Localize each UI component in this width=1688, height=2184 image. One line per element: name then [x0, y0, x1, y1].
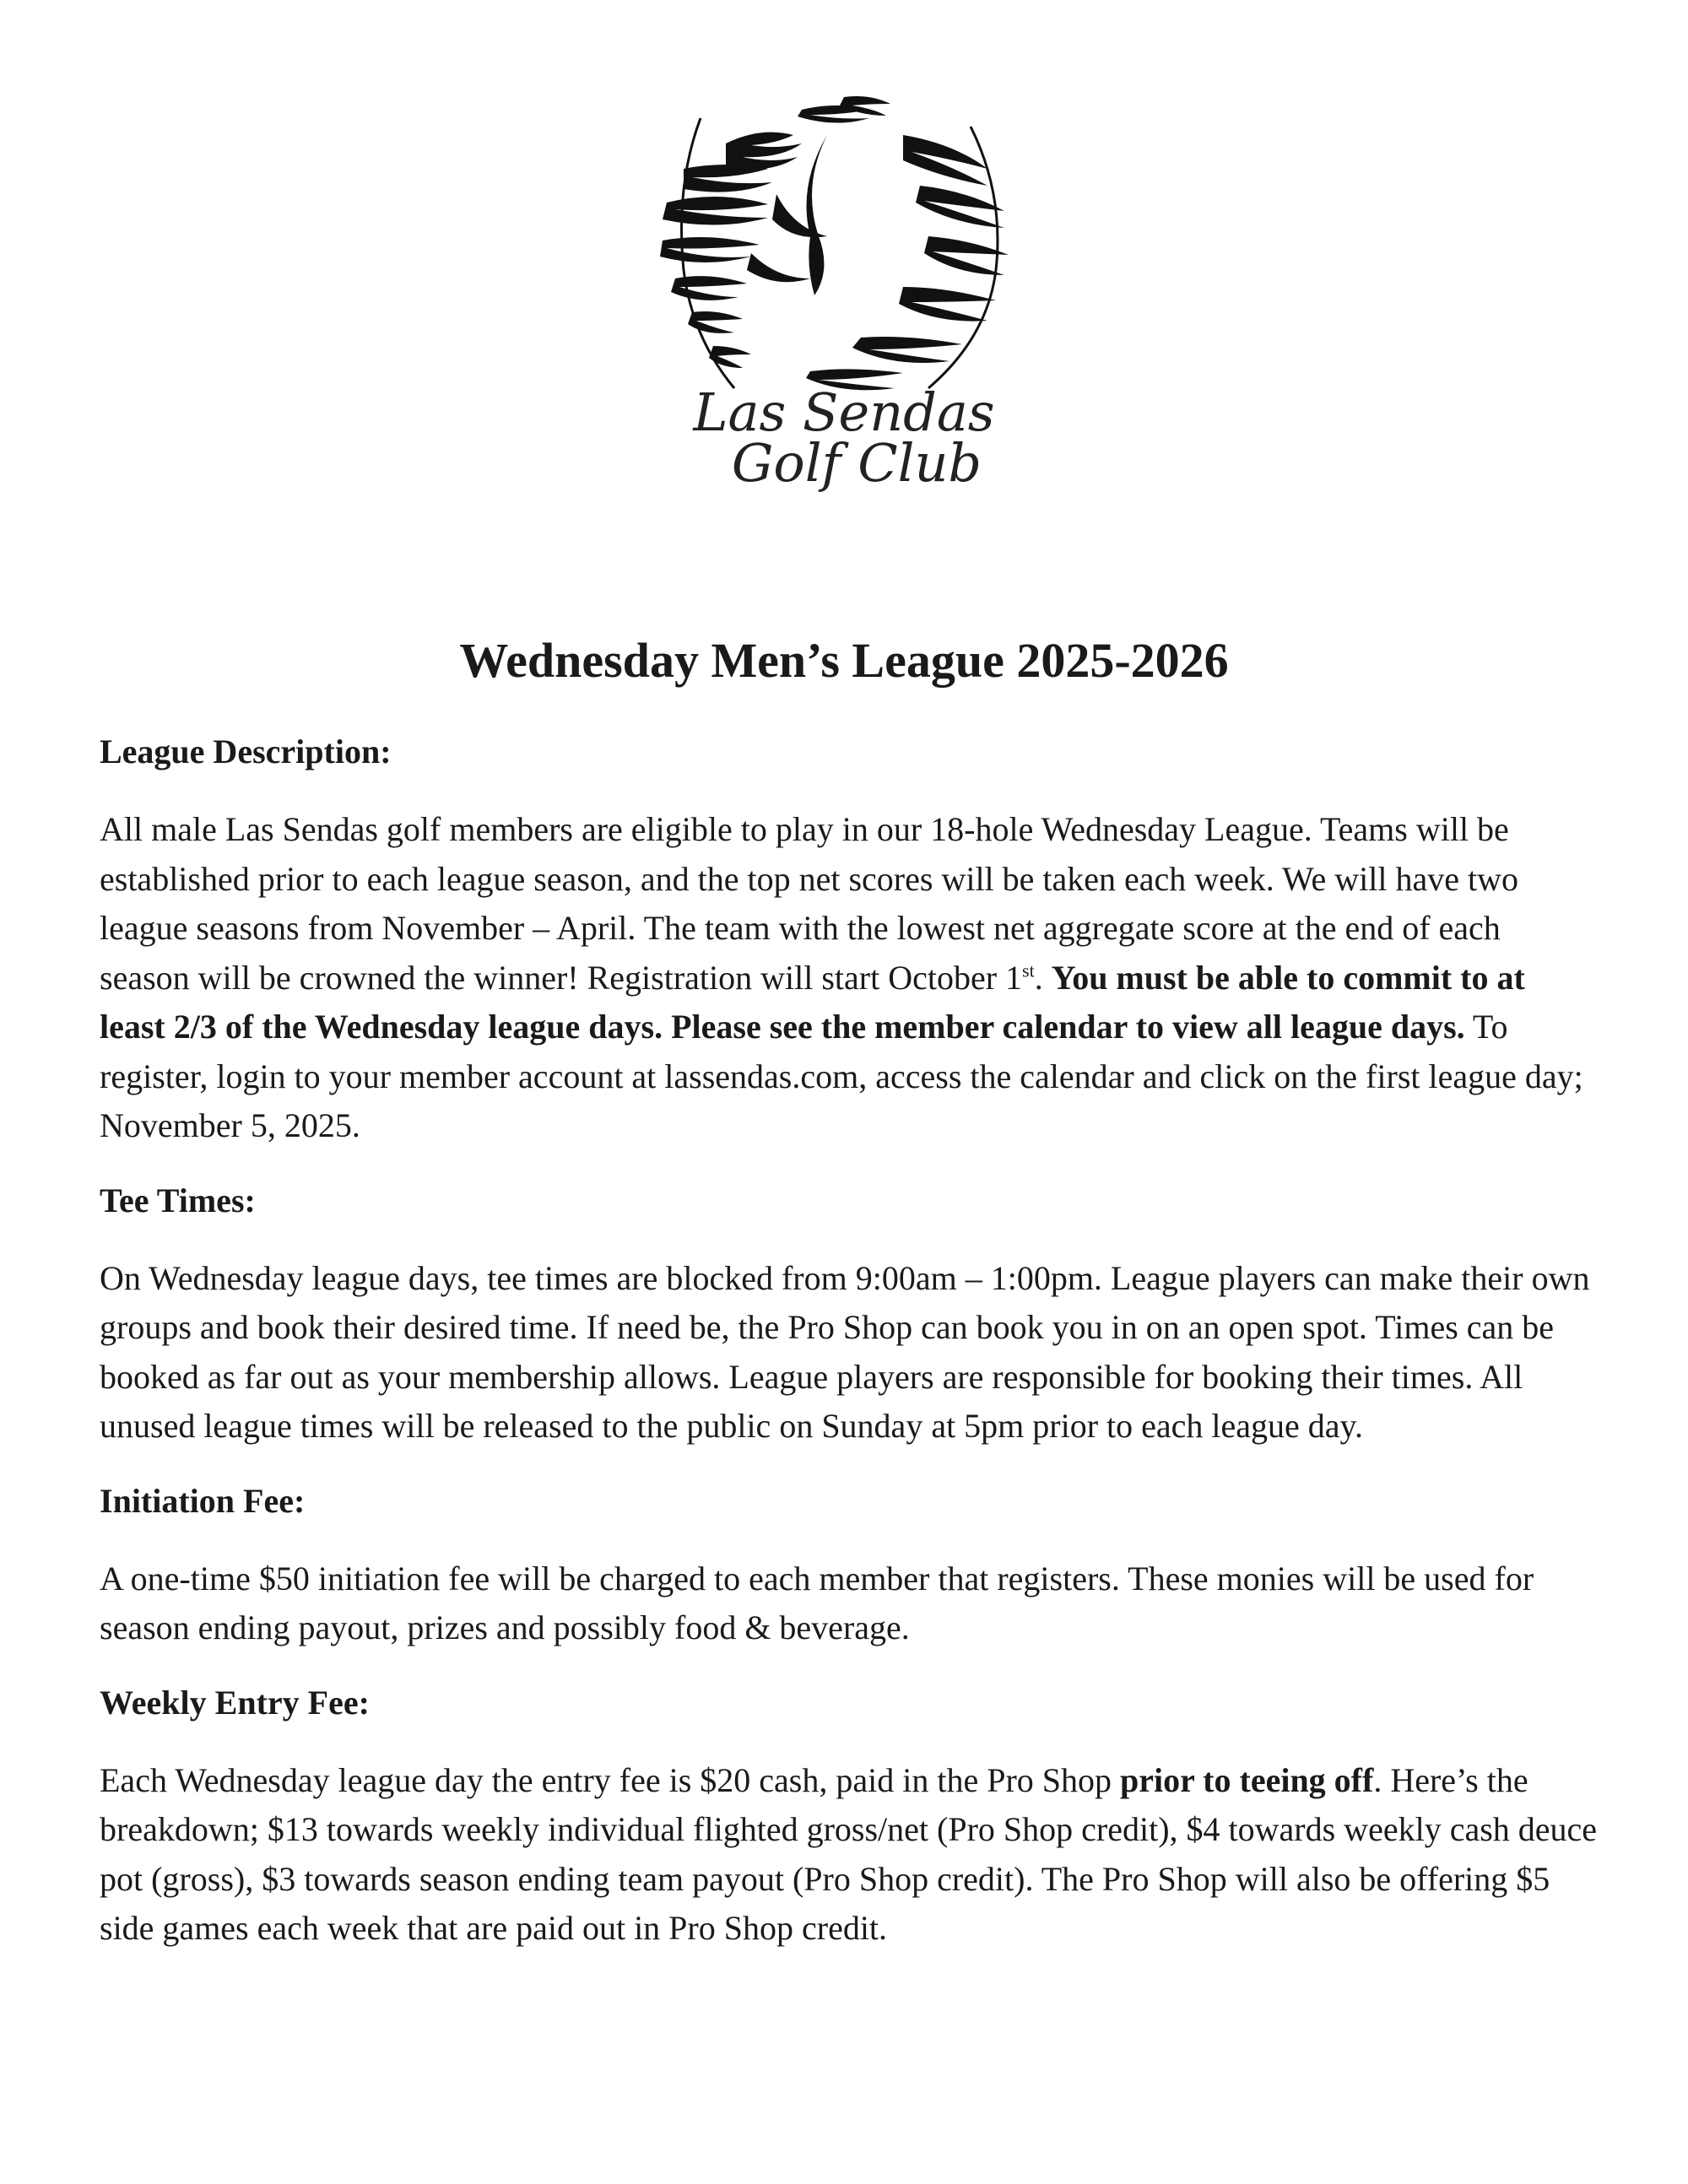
club-logo: [650, 93, 1038, 515]
heading-league-description: League Description:: [100, 733, 392, 770]
heading-weekly-entry-fee: Weekly Entry Fee:: [100, 1683, 370, 1722]
paragraph-tee-times: On Wednesday league days, tee times are blocked from 9:00am – 1:00pm. League players can make their own groups and book their desired time. If need be, the Pro Shop can book you in on an open spot. Times can be booked as far out as your membership allows. League players are responsible for booking their times. All unused league times will be released to the public on Sunday at 5pm prior to each league day.: [100, 1258, 1590, 1445]
commitment-notice: You must be able to commit to at least 2/3 of the Wednesday league days. Please see the member calendar to view all league days.: [100, 958, 1525, 1046]
ordinal-suffix: st: [1022, 960, 1035, 981]
entry-fee-breakdown: . Here’s the breakdown; $13 towards weekly individual flighted gross/net (Pro Shop credit), $4 towards weekly cash deuce pot (gross), $3 towards season ending team payout (Pro Shop credit). The Pro Shop will also be offering $5 side games each week that are paid out in Pro Shop credit.: [100, 1760, 1598, 1947]
registration-instructions: To register, login to your member account at lassendas.com, access the calendar and click on the first league day; November 5, 2025.: [100, 1008, 1583, 1144]
page-title: Wednesday Men’s League 2025-2026: [459, 633, 1229, 688]
section-initiation-fee: [100, 1477, 1599, 1653]
paragraph-weekly-entry-fee: [100, 1756, 1599, 1954]
section-tee-times: [100, 1176, 1599, 1451]
entry-fee-deadline: prior to teeing off: [1120, 1760, 1374, 1799]
heading-initiation-fee: Initiation Fee:: [100, 1481, 306, 1520]
section-league-description: [100, 727, 1599, 1151]
paragraph-league-description: [100, 805, 1599, 1151]
heading-tee-times: Tee Times:: [100, 1181, 256, 1219]
entry-fee-text: Each Wednesday league day the entry fee is $20 cash, paid in the Pro Shop: [100, 1760, 1121, 1799]
paragraph-initiation-fee: A one-time $50 initiation fee will be charged to each member that registers. These monies will be used for season ending payout, prizes and possibly food & beverage.: [100, 1559, 1534, 1646]
document-body: [100, 727, 1599, 1979]
logo-emblem: [650, 93, 1038, 515]
logo-line-2: Golf Club: [731, 432, 982, 494]
logo-line-1: Las Sendas: [693, 381, 995, 443]
description-period: .: [1034, 958, 1052, 997]
description-text: All male Las Sendas golf members are eligible to play in our 18-hole Wednesday League. Teams will be established prior to each league season, and the top net scores will be taken each week. We will have two league seasons from November – April. The team with the lowest net aggregate score at the end of each season will be crowned the winner! Registration will start October 1: [100, 810, 1519, 997]
section-weekly-entry-fee: [100, 1679, 1599, 1954]
